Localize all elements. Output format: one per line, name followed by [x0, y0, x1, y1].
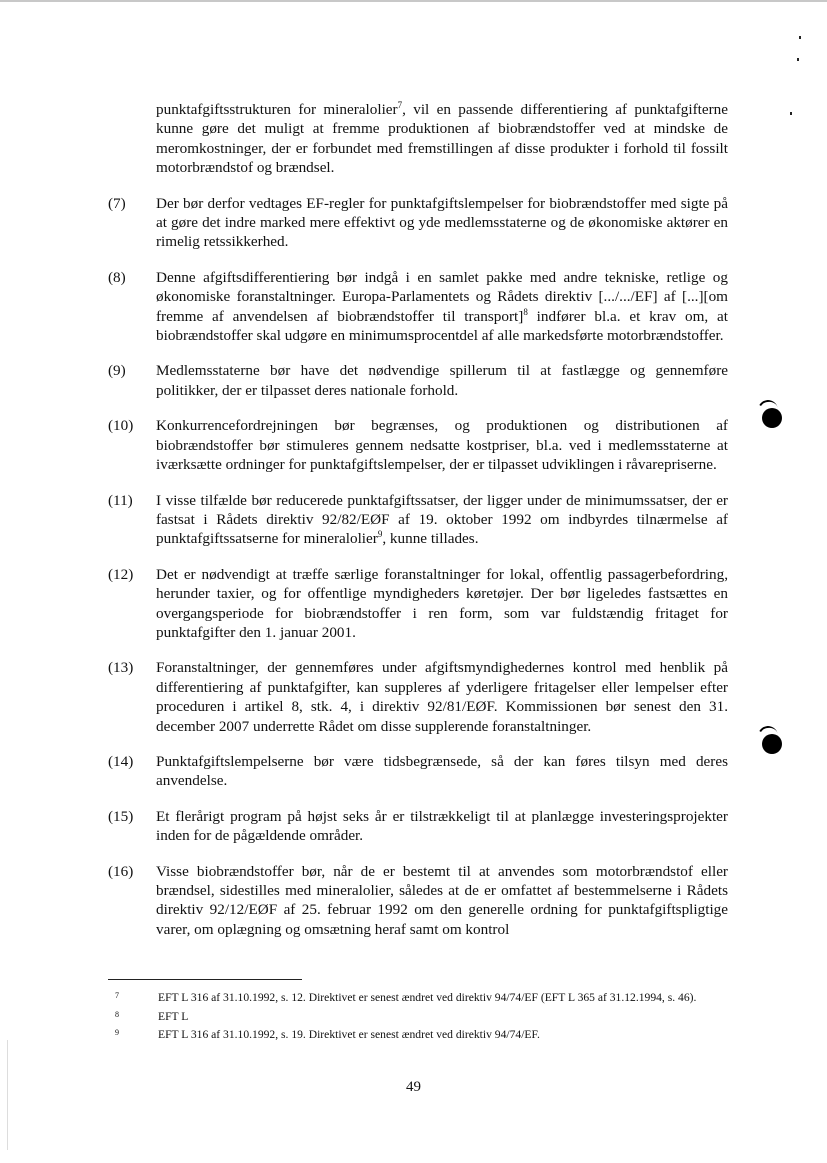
- recital-15: [108, 807, 728, 846]
- recital-number: (16): [108, 862, 134, 880]
- scan-speck: [797, 58, 799, 61]
- recital-number: (15): [108, 807, 134, 825]
- page-number: 49: [406, 1079, 421, 1095]
- recital-8: [108, 268, 728, 346]
- recital-text: Et flerårigt program på højst seks år er tilstrækkeligt til at planlægge investeringsprojekter inden for de pågældende områder.: [156, 807, 728, 845]
- recital-number: (13): [108, 659, 134, 677]
- scan-speck: [790, 112, 792, 115]
- recital-10: [108, 416, 728, 474]
- footnote-number: 8: [115, 1009, 119, 1019]
- recital-text: I visse tilfælde bør reducerede punktafgiftssatser, der ligger under de minimumssatser, der er fastsat i Rådets direktiv 92/82/EØF af 19. oktober 1992 om indbyrdes tilnærmelse af punktafgiftssatserne for mineralolier$^9$, kunne tillades.: [156, 491, 728, 548]
- punch-hole-dot: [762, 408, 782, 428]
- footnote-number: 7: [115, 991, 119, 1000]
- recital-9: [108, 361, 728, 400]
- recital-number: (12): [108, 565, 134, 583]
- recital-text: Punktafgiftslempelserne bør være tidsbegrænsede, så der kan føres tilsyn med deres anvendelse.: [156, 752, 728, 790]
- document-body: [108, 100, 728, 955]
- recital-text: Konkurrencefordrejningen bør begrænses, og produktionen og distributionen af biobrændstoffer bør stimuleres gennem nedsatte kostpriser, bl.a. ved i medlemsstaterne at iværksætte ordninger for punktafgiftslempelser, der er tilpasset udviklingen i råvarepriserne.: [156, 417, 728, 474]
- footnote-ref-7: 7: [397, 99, 403, 110]
- footnote-text: EFT L: [158, 1009, 189, 1023]
- scan-speck: [799, 36, 801, 39]
- recital-number: (7): [108, 194, 126, 212]
- recital-number: (8): [108, 268, 126, 286]
- recital-text: Denne afgiftsdifferentiering bør indgå i en samlet pakke med andre tekniske, retlige og økonomiske foranstaltninger. Europa-Parlamentets og Rådets direktiv [.../.../EF] af [...][om fremme af anvendelsen af biobrændstoffer til transport]$^8$ indfører bl.a. et krav om, at biobrændstoffer skal udgøre en minimumsprocentdel af alle markedsførte motorbrændstoffer.: [156, 268, 728, 345]
- footnote-text: EFT L 316 af 31.10.1992, s. 19. Direktivet er senest ændret ved direktiv 94/74/EF.: [158, 1028, 540, 1041]
- footnote-ref-8: 8: [523, 306, 528, 317]
- intro-paragraph: punktafgiftsstrukturen for mineralolier$^7$, vil en passende differentiering af punktafgifterne kunne gøre det muligt at fremme produktionen af biobrændstoffer ved at mindske de meromkostninger, der er forbundet med fremstillingen af disse produkter i forhold til fossilt motorbrændstof og brændsel.: [156, 99, 728, 177]
- recital-text: Medlemsstaterne bør have det nødvendige spillerum til at fastlægge og gennemføre politikker, der er tilpasset deres nationale forhold.: [156, 362, 728, 399]
- recital-16: [108, 862, 728, 940]
- footnote-separator: [108, 979, 302, 980]
- footnote-text: EFT L 316 af 31.10.1992, s. 12. Direktivet er senest ændret ved direktiv 94/74/EF (EFT L 365 af 31.12.1994, s. 46).: [158, 991, 697, 1004]
- recital-text: Der bør derfor vedtages EF-regler for punktafgiftslempelser for biobrændstoffer med sigte på at gøre det indre marked mere effektivt og yde medlemsstaterne og de økonomiske aktører en rimelig retssikkerhed.: [156, 194, 728, 251]
- recital-13: [108, 658, 728, 736]
- footnote-item: [108, 990, 728, 1006]
- recital-text: Visse biobrændstoffer bør, når de er bestemt til at anvendes som motorbrændstof eller brændsel, sidestilles med mineralolier, således at de er omfattet af bestemmelserne i Rådets direktiv 92/12/EØF af 25. februar 1992 om den generelle ordning for punktafgiftspligtige varer, om oplægning og omsætning heraf samt om kontrol: [156, 862, 728, 938]
- scan-edge: [0, 0, 827, 2]
- recital-12: [108, 565, 728, 643]
- recital-number: (9): [108, 362, 126, 380]
- punch-hole-dot: [762, 734, 782, 754]
- recital-11: [108, 491, 728, 549]
- recital-number: (11): [108, 491, 133, 509]
- footnote-number: 9: [115, 1028, 119, 1037]
- recital-7: [108, 194, 728, 252]
- footnotes: [108, 990, 728, 1046]
- recital-number: (14): [108, 752, 134, 770]
- footnote-ref-9: 9: [377, 529, 383, 540]
- footnote-item: [108, 1027, 728, 1043]
- recital-text: Det er nødvendigt at træffe særlige foranstaltninger for lokal, offentlig passagerbefordring, herunder taxier, og for offentlige myndigheders køretøjer. Der bør ligeledes fastsættes en overgangsperiode for biobrændstoffer i ren form, som var fuldstændig fritaget for punktafgifter den 1. januar 2001.: [156, 565, 728, 641]
- recital-14: [108, 752, 728, 791]
- recital-number: (10): [108, 417, 134, 435]
- recital-text: Foranstaltninger, der gennemføres under afgiftsmyndighedernes kontrol med henblik på differentiering af punktafgifter, kan suppleres af yderligere fritagelser eller lempelser efter proceduren i artikel 8, stk. 4, i direktiv 92/81/EØF. Kommissionen bør senest den 31. december 2007 underrette Rådet om disse supplerende foranstaltninger.: [156, 659, 728, 735]
- footnote-item: [108, 1009, 728, 1025]
